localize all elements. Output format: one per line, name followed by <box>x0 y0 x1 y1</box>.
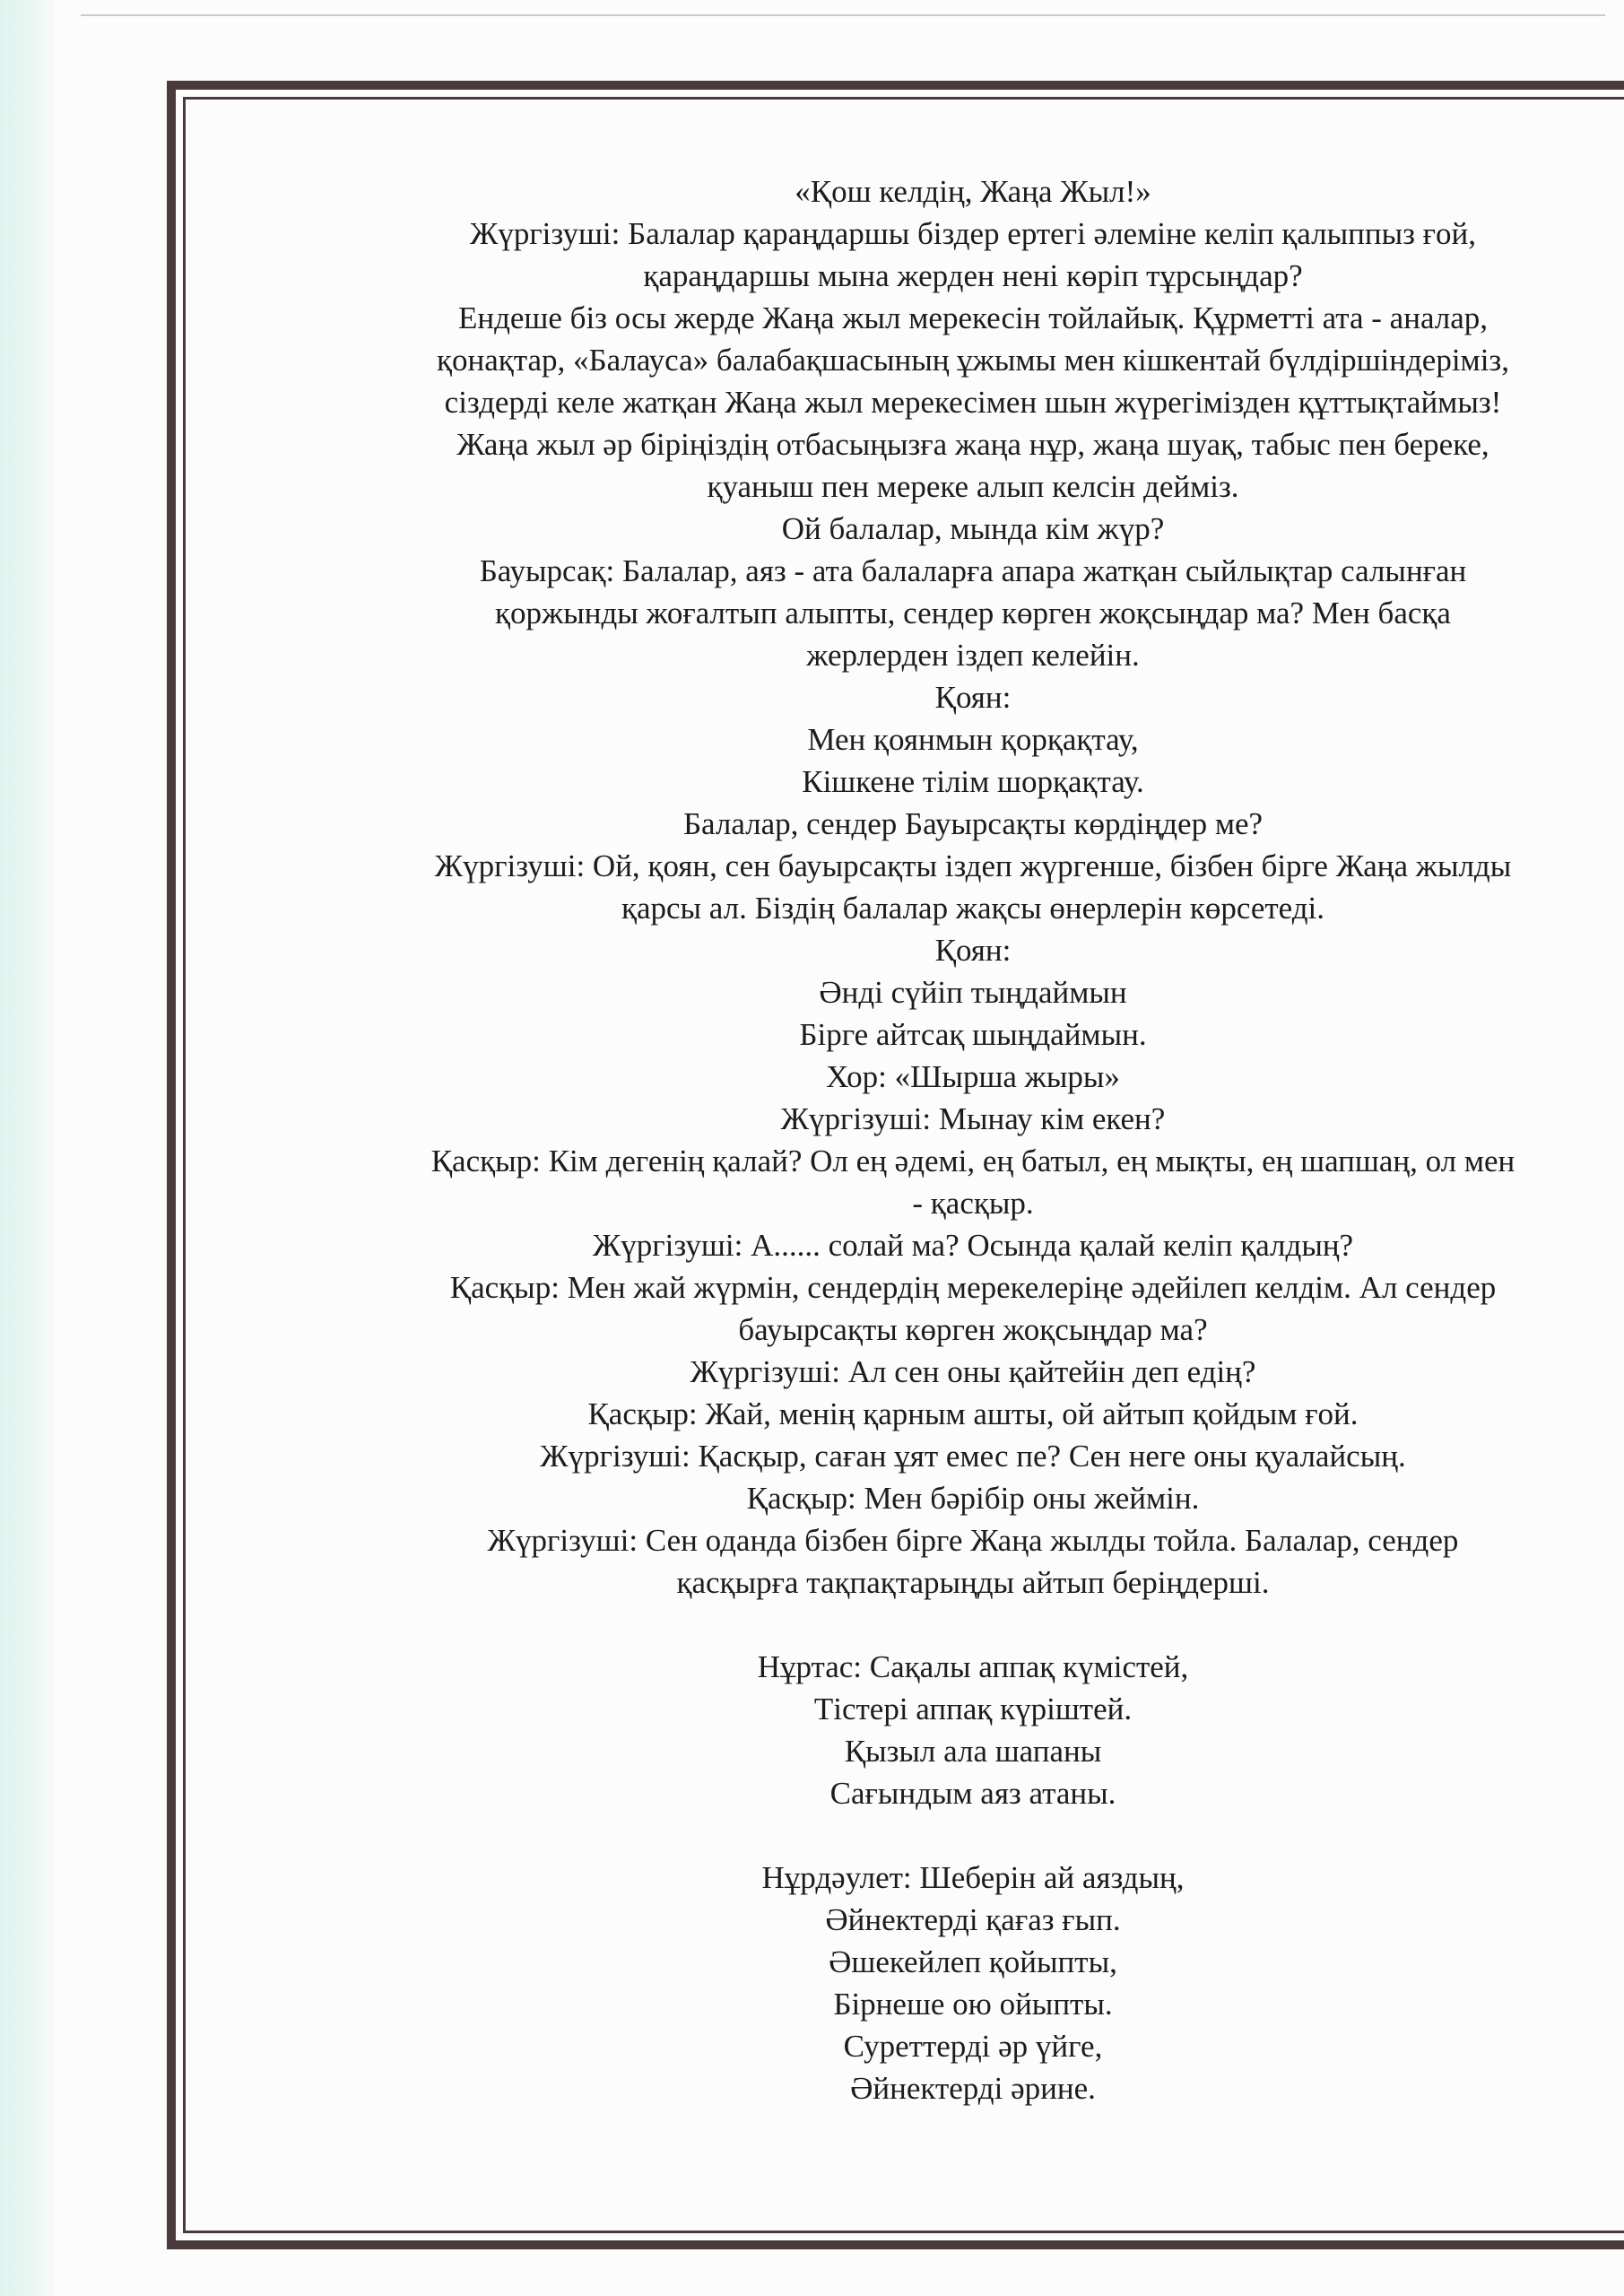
text-line: Қасқыр: Жай, менің қарным ашты, ой айтып қойдым ғой. <box>587 1396 1359 1431</box>
text-line: Қасқыр: Мен бәрібір оны жеймін. <box>746 1481 1200 1516</box>
text-line: Әйнектерді қағаз ғып. <box>825 1902 1121 1937</box>
text-line: Бірнеше ою ойыпты. <box>833 1987 1113 2022</box>
text-line: қоржынды жоғалтып алыпты, сендер көрген жоқсыңдар ма? Мен басқа <box>495 596 1451 631</box>
text-line: Жүргізуші: Ал сен оны қайтейін деп едің? <box>690 1354 1256 1389</box>
text-line: қараңдаршы мына жерден нені көріп тұрсыңдар? <box>643 258 1303 293</box>
text-line: қонақтар, «Балауса» балабақшасының ұжымы мен кішкентай бүлдіршіндеріміз, <box>436 343 1509 378</box>
scan-edge-shadow <box>0 0 54 2296</box>
text-line: Нұртас: Сақалы аппақ күмістей, <box>757 1649 1189 1684</box>
text-line: Жүргізуші: Мынау кім екен? <box>780 1101 1166 1136</box>
text-line: Бірге айтсақ шыңдаймын. <box>799 1017 1147 1052</box>
text-line: Бауырсақ: Балалар, аяз - ата балаларға апара жатқан сыйлықтар салынған <box>479 553 1467 588</box>
text-line: Жүргізуші: Балалар қараңдаршы біздер ертегі әлеміне келіп қалыппыз ғой, <box>469 216 1477 251</box>
text-line: Жүргізуші: Ой, қоян, сен бауырсақты іздеп жүргенше, бізбен бірге Жаңа жылды <box>434 848 1512 883</box>
text-line: Балалар, сендер Бауырсақты көрдіңдер ме? <box>682 806 1264 841</box>
blank-line <box>287 1814 1624 1857</box>
text-line: қуаныш пен мереке алып келсін дейміз. <box>707 469 1239 504</box>
text-line: Әнді сүйіп тыңдаймын <box>819 975 1127 1010</box>
text-line: Суреттерді әр үйге, <box>843 2029 1103 2064</box>
text-line: сіздерді келе жатқан Жаңа жыл мерекесімен шын жүрегімізден құттықтаймыз! <box>444 385 1502 420</box>
blank-line <box>287 1604 1624 1646</box>
text-line: Қасқыр: Мен жай жүрмін, сендердің мерекелеріңе әдейілеп келдім. Ал сендер <box>449 1270 1497 1305</box>
text-line: Әшекейлеп қойыпты, <box>829 1944 1117 1979</box>
text-line: Мен қоянмын қорқақтау, <box>807 722 1139 757</box>
text-line: - қасқыр. <box>912 1186 1034 1221</box>
text-line: Нұрдәулет: Шеберін ай аяздың, <box>761 1860 1185 1895</box>
text-line: Әйнектерді әрине. <box>850 2071 1096 2106</box>
text-line: Қоян: <box>934 933 1012 968</box>
text-line: Жүргізуші: Сен оданда бізбен бірге Жаңа жылды тойла. Балалар, сендер <box>487 1523 1459 1558</box>
text-line: Ендеше біз осы жерде Жаңа жыл мерекесін тойлайық. Құрметті ата - аналар, <box>457 300 1489 335</box>
text-line: Жаңа жыл әр біріңіздің отбасыңызға жаңа нұр, жаңа шуақ, табыс пен береке, <box>456 427 1489 462</box>
text-line: қасқырға тақпақтарыңды айтып беріңдерші. <box>676 1565 1270 1600</box>
text-line: Қасқыр: Кім дегенің қалай? Ол ең әдемі, ең батыл, ең мықты, ең шапшаң, ол мен <box>430 1144 1515 1178</box>
text-line: Ой балалар, мында кім жүр? <box>781 511 1165 546</box>
text-line: жерлерден іздеп келейін. <box>806 638 1140 673</box>
text-line: «Қош келдің, Жаңа Жыл!» <box>795 174 1151 209</box>
scan-top-line <box>81 14 1605 16</box>
text-line: Жүргізуші: Қасқыр, саған ұят емес пе? Сен неге оны қуалайсың. <box>540 1439 1406 1474</box>
text-line: Тістері аппақ күріштей. <box>813 1692 1133 1726</box>
text-line: Қызыл ала шапаны <box>844 1734 1102 1769</box>
text-line: қарсы ал. Біздің балалар жақсы өнерлерін көрсетеді. <box>621 891 1325 926</box>
text-line: Жүргізуші: А...... солай ма? Осында қалай келіп қалдың? <box>592 1228 1354 1263</box>
text-line: бауырсақты көрген жоқсыңдар ма? <box>738 1312 1208 1347</box>
text-line: Хор: «Шырша жыры» <box>826 1059 1120 1094</box>
text-line: Сағындым аяз атаны. <box>829 1776 1116 1811</box>
text-line: Қоян: <box>934 680 1012 715</box>
script-text <box>287 170 1624 2109</box>
text-line: Кішкене тілім шорқақтау. <box>802 764 1144 799</box>
